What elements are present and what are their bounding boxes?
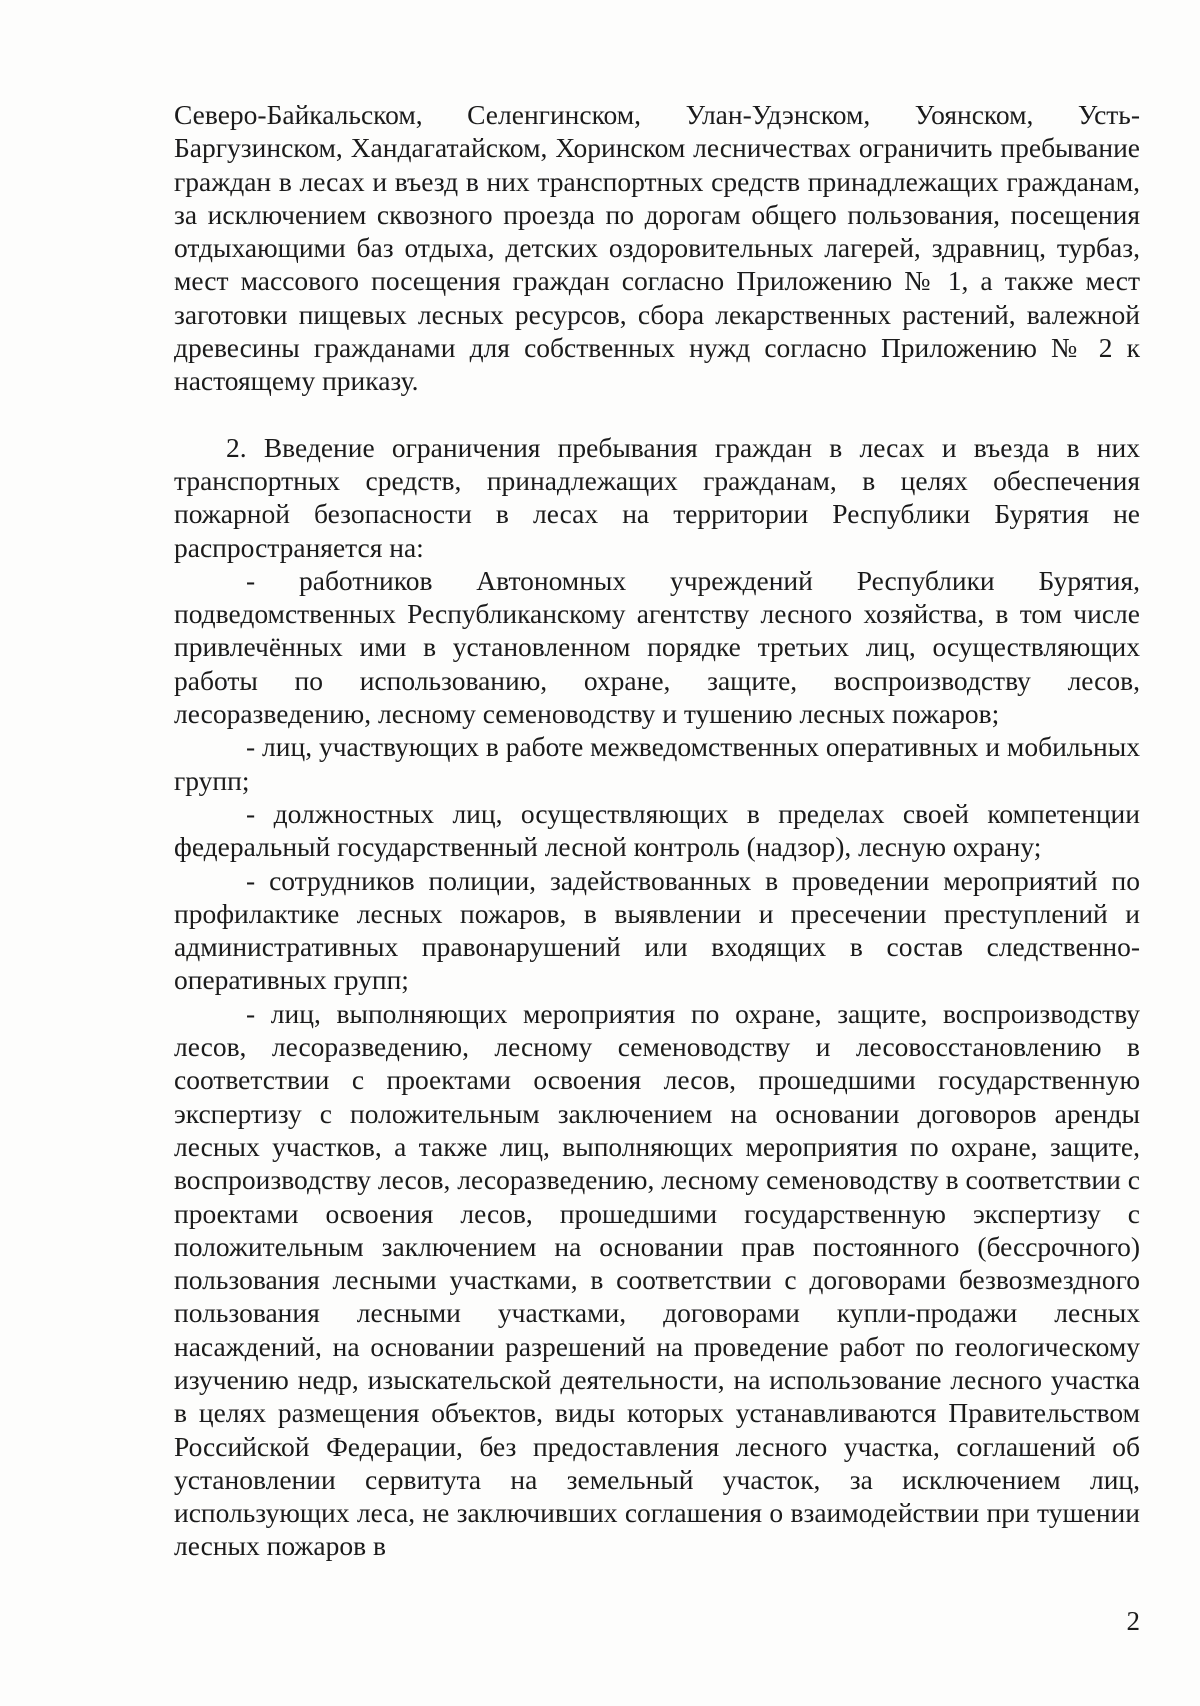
exemption-item: - лиц, участвующих в работе межведомственных оперативных и мобильных групп; bbox=[174, 731, 1140, 796]
exemption-item: - сотрудников полиции, задействованных в проведении мероприятий по профилактике лесных пожаров, в выявлении и пресечении преступлений и административных правонарушений или входящих в состав следственно-оперативных групп; bbox=[174, 864, 1140, 996]
page-number: 2 bbox=[1126, 1606, 1140, 1636]
paragraph-continuation: Северо-Байкальском, Селенгинском, Улан-Удэнском, Уоянском, Усть-Баргузинском, Хандагатайском, Хоринском лесничествах ограничить пребывание граждан в лесах и въезд в них транспортных средств принадлежащих гражданам, за исключением сквозного проезда по дорогам общего пользования, посещения отдыхающими баз отдыха, детских оздоровительных лагерей, здравниц, турбаз, мест массового посещения граждан согласно Приложению № 1, а также мест заготовки пищевых лесных ресурсов, сбора лекарственных растений, валежной древесины гражданами для собственных нужд согласно Приложению № 2 к настоящему приказу. bbox=[174, 99, 1140, 397]
document-body bbox=[174, 98, 1140, 1563]
exemption-item: - работников Автономных учреждений Республики Бурятия, подведомственных Республиканскому агентству лесного хозяйства, в том числе привлечённых ими в установленном порядке третьих лиц, осуществляющих работы по использованию, охране, защите, воспроизводству лесов, лесоразведению, лесному семеноводству и тушению лесных пожаров; bbox=[174, 564, 1140, 730]
exemption-item: - должностных лиц, осуществляющих в пределах своей компетенции федеральный государственный лесной контроль (надзор), лесную охрану; bbox=[174, 797, 1140, 863]
section-2-intro: 2. Введение ограничения пребывания граждан в лесах и въезда в них транспортных средств, принадлежащих гражданам, в целях обеспечения пожарной безопасности в лесах на территории Республики Бурятия не распространяется на: bbox=[174, 431, 1140, 563]
exemption-item: - лиц, выполняющих мероприятия по охране, защите, воспроизводству лесов, лесоразведению, лесному семеноводству и лесовосстановлению в соответствии с проектами освоения лесов, прошедшими государственную экспертизу с положительным заключением на основании договоров аренды лесных участков, а также лиц, выполняющих мероприятия по охране, защите, воспроизводству лесов, лесоразведению, лесному семеноводству в соответствии с проектами освоения лесов, прошедшими государственную экспертизу с положительным заключением на основании прав постоянного (бессрочного) пользования лесными участками, в соответствии с договорами безвозмездного пользования лесными участками, договорами купли-продажи лесных насаждений, на основании разрешений на проведение работ по геологическому изучению недр, изыскательской деятельности, на использование лесного участка в целях размещения объектов, виды которых устанавливаются Правительством Российской Федерации, без предоставления лесного участка, соглашений об установлении сервитута на земельный участок, за исключением лиц, использующих леса, не заключивших соглашения о взаимодействии при тушении лесных пожаров в bbox=[174, 997, 1140, 1562]
